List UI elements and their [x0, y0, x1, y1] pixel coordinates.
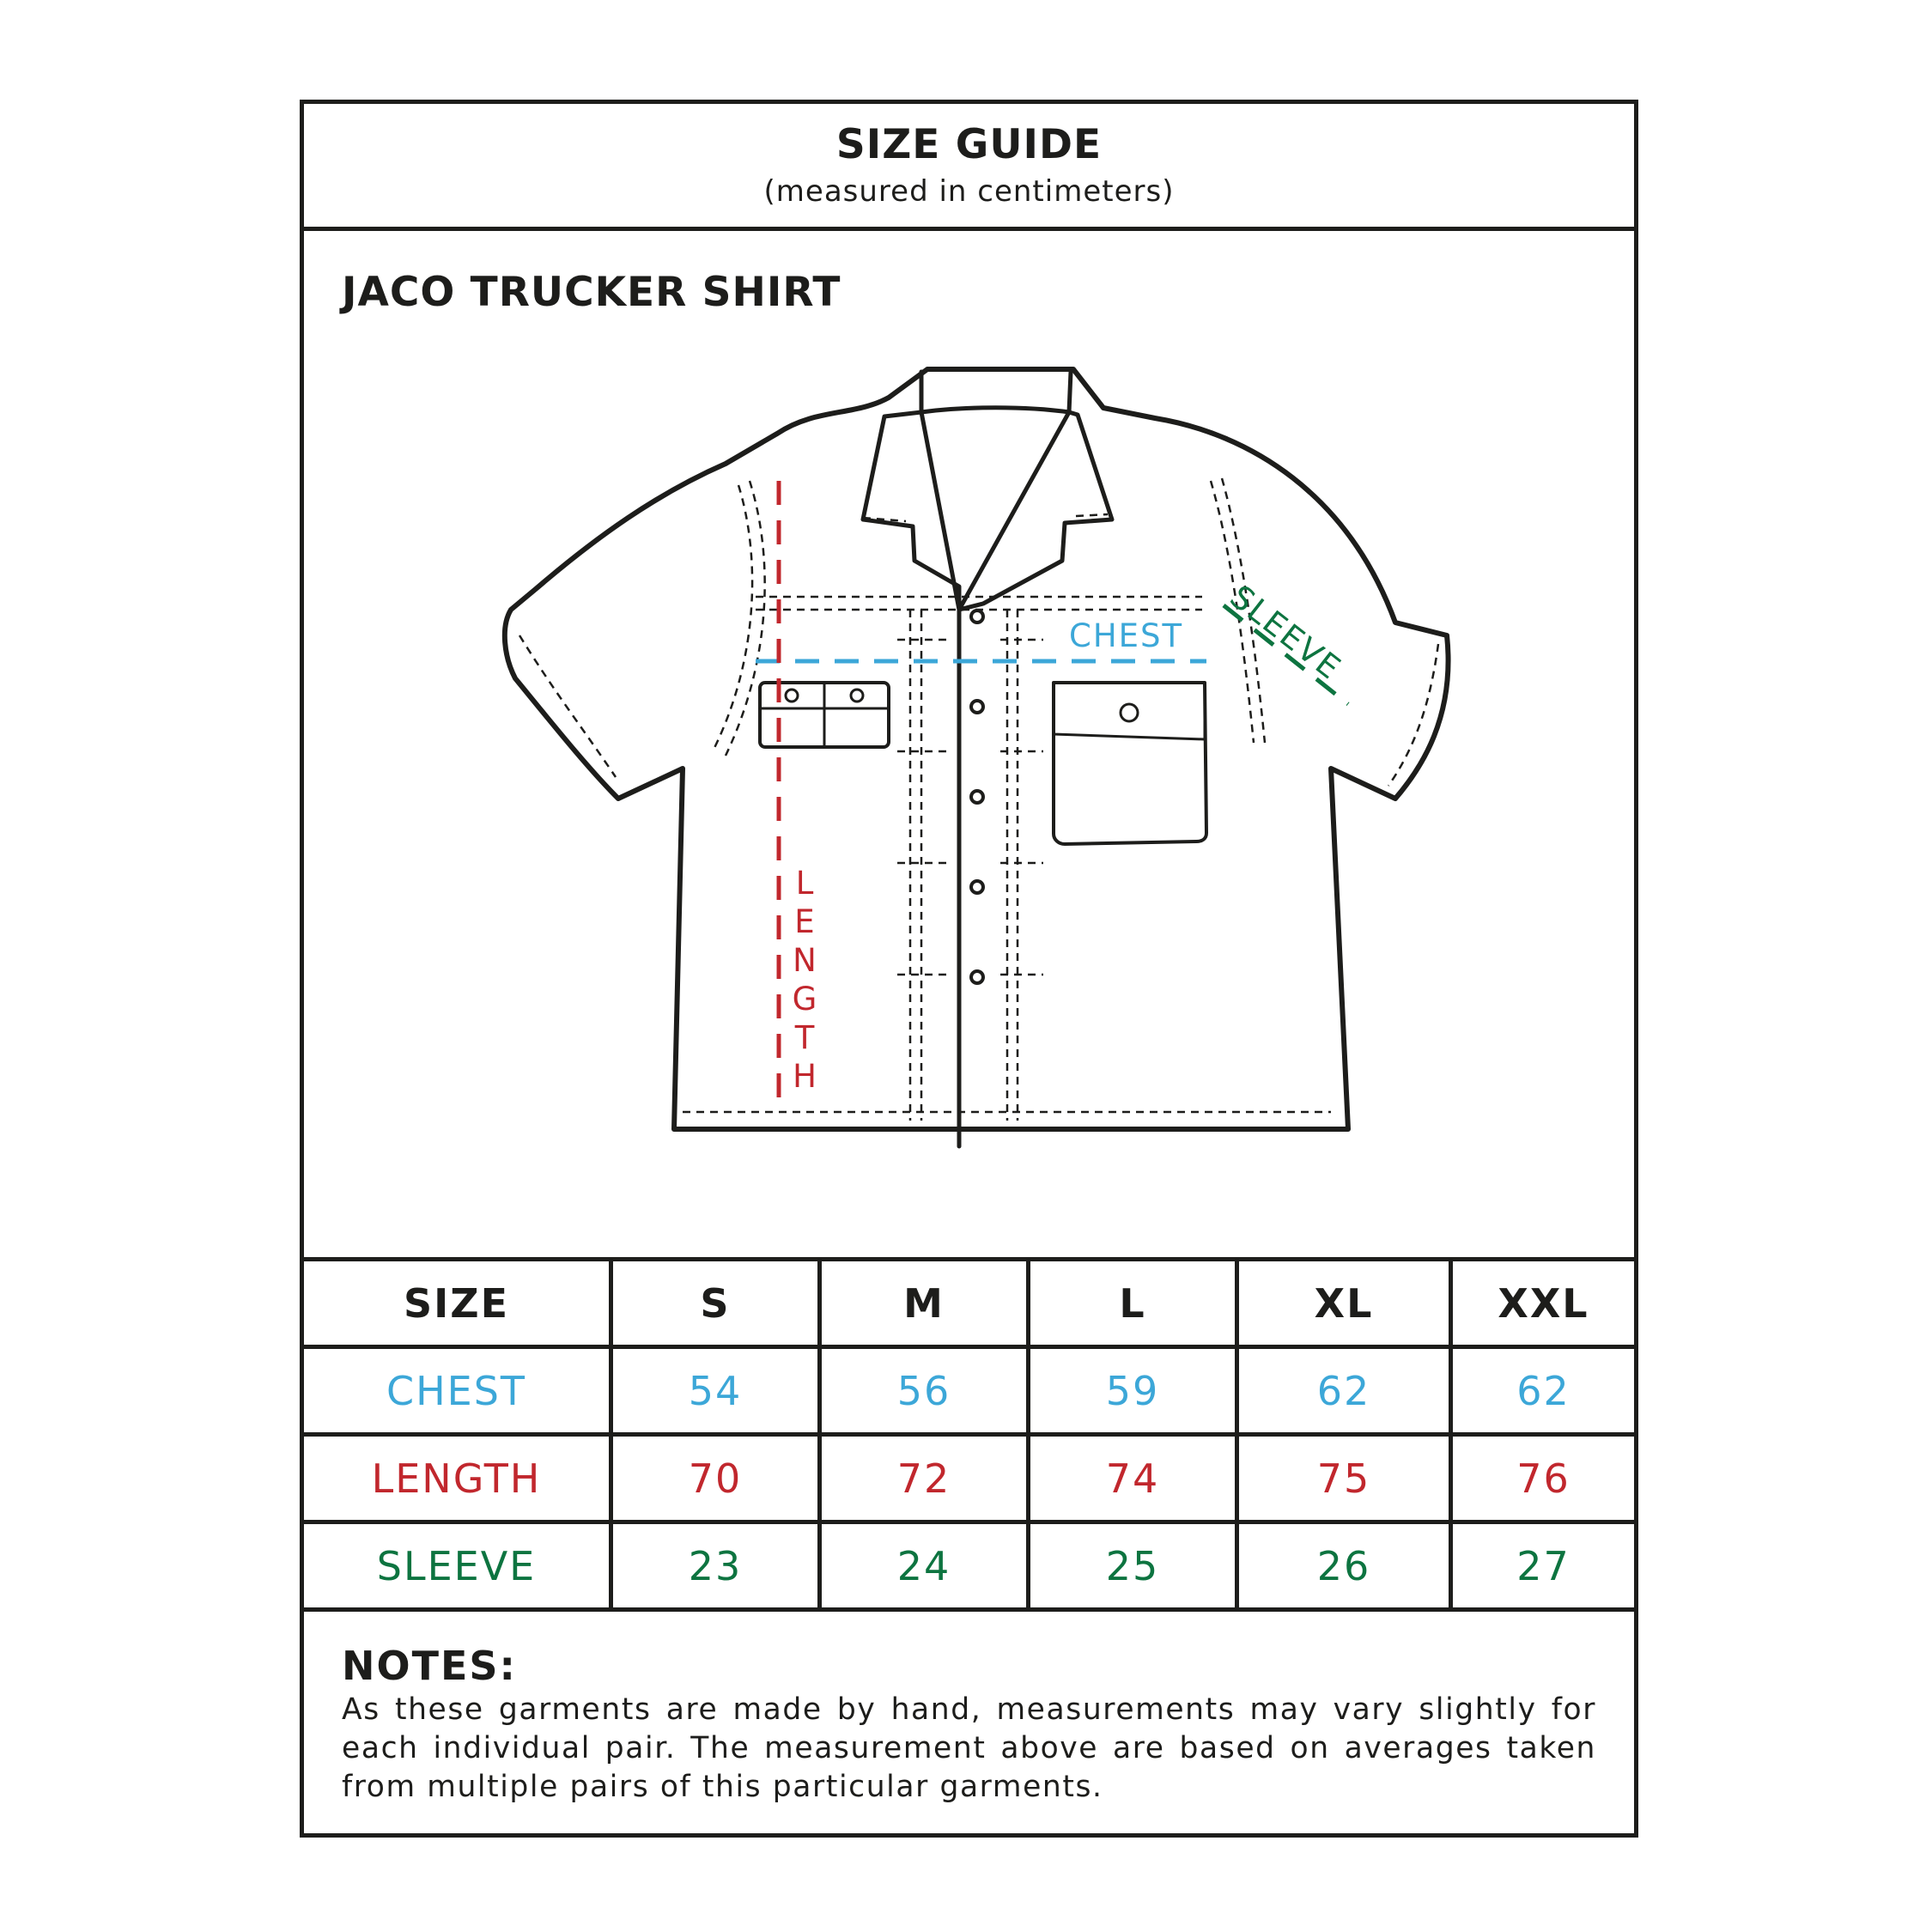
header-cell: M	[820, 1260, 1029, 1347]
page-subtitle: (measured in centimeters)	[763, 174, 1175, 209]
header-cell: XXL	[1451, 1260, 1635, 1347]
row-label: SLEEVE	[304, 1522, 611, 1610]
notes-heading: NOTES:	[342, 1643, 517, 1689]
table-cell: 26	[1237, 1522, 1451, 1610]
header-cell: XL	[1237, 1260, 1451, 1347]
table-cell: 74	[1029, 1435, 1237, 1522]
table-header-row	[304, 1260, 1634, 1347]
product-name: JACO TRUCKER SHIRT	[342, 269, 841, 316]
table-cell: 62	[1237, 1347, 1451, 1435]
notes-section	[342, 1643, 1596, 1807]
shirt-outline	[505, 369, 1449, 1129]
header-cell: SIZE	[304, 1260, 611, 1347]
table-cell: 24	[820, 1522, 1029, 1610]
shirt-illustration	[304, 231, 1634, 1356]
table-cell: 23	[611, 1522, 820, 1610]
header-cell: L	[1029, 1260, 1237, 1347]
table-row-length	[304, 1435, 1634, 1522]
length-label: LENGTH	[786, 865, 823, 1097]
table-row-sleeve	[304, 1522, 1634, 1610]
notes-text: As these garments are made by hand, measurements may vary slightly for each individual pair. The measurement above are based on averages taken from multiple pairs of this particular garments.	[342, 1692, 1596, 1804]
table-cell: 62	[1451, 1347, 1635, 1435]
collar-band	[921, 372, 1071, 412]
size-guide-card	[300, 100, 1638, 1838]
table-cell: 75	[1237, 1435, 1451, 1522]
header-cell: S	[611, 1260, 820, 1347]
left-lapel	[863, 412, 959, 610]
table-cell: 59	[1029, 1347, 1237, 1435]
header	[304, 104, 1634, 231]
table-cell: 56	[820, 1347, 1029, 1435]
right-lapel	[959, 412, 1112, 610]
row-label: LENGTH	[304, 1435, 611, 1522]
sleeve-label: SLEEVE	[1223, 578, 1349, 688]
table-row-chest	[304, 1347, 1634, 1435]
table-cell: 25	[1029, 1522, 1237, 1610]
row-label: CHEST	[304, 1347, 611, 1435]
size-table	[304, 1257, 1634, 1612]
table-cell: 72	[820, 1435, 1029, 1522]
table-cell: 76	[1451, 1435, 1635, 1522]
table-cell: 70	[611, 1435, 820, 1522]
table-cell: 54	[611, 1347, 820, 1435]
chest-label: CHEST	[1069, 617, 1184, 654]
page-title: SIZE GUIDE	[835, 121, 1103, 168]
table-cell: 27	[1451, 1522, 1635, 1610]
right-pocket	[1054, 683, 1206, 844]
